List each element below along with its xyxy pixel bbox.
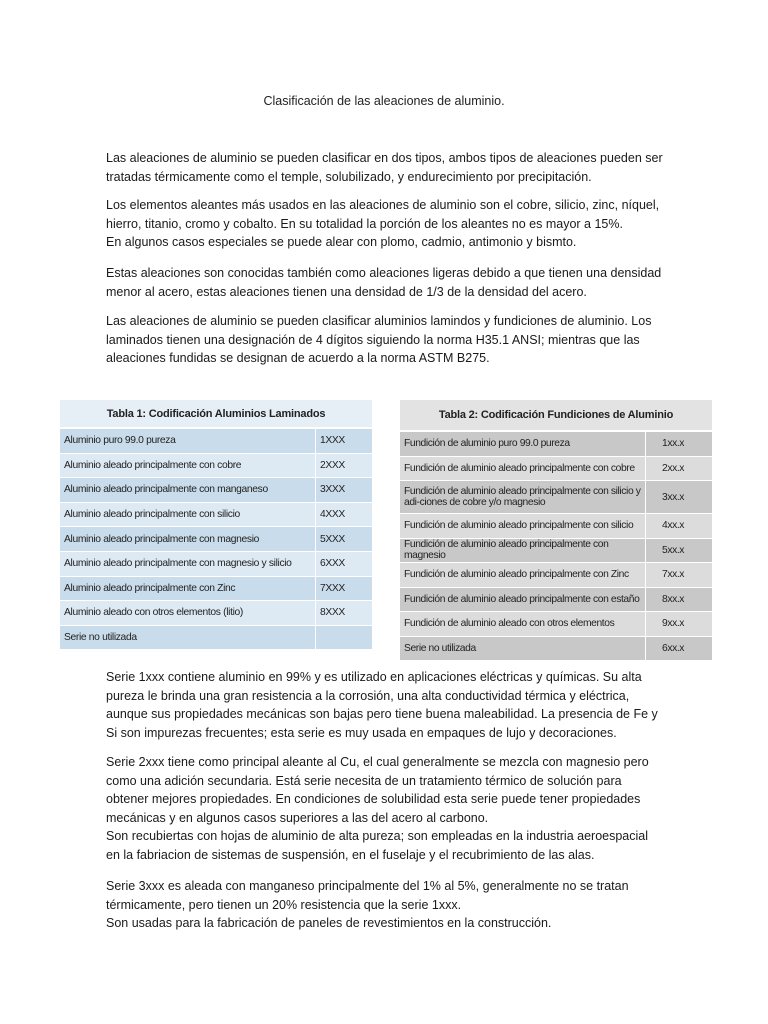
paragraph-alloying-elements [106, 196, 676, 252]
alloy-code: 3XXX [315, 478, 372, 503]
text-line: laminados tienen una designación de 4 dígitos siguiendo la norma H35.1 ANSI; mientras que las [106, 332, 640, 347]
text-line: Serie 3xxx es aleada con manganeso principalmente del 1% al 5%, generalmente no se tratan [106, 879, 629, 893]
alloy-description: Fundición de aluminio aleado principalmente con cobre [400, 457, 645, 482]
table-row [400, 457, 712, 482]
alloy-description: Aluminio aleado principalmente con manganeso [60, 478, 315, 503]
alloy-description: Serie no utilizada [400, 637, 645, 662]
alloy-code: 5XXX [315, 527, 372, 552]
alloy-description: Serie no utilizada [60, 626, 315, 651]
text-line: Las aleaciones de aluminio se pueden clasificar en dos tipos, ambos tipos de aleaciones pueden ser [106, 151, 663, 165]
table-title: Tabla 2: Codificación Fundiciones de Aluminio [400, 400, 712, 432]
table-row [400, 539, 712, 564]
alloy-code: 8XXX [315, 601, 372, 626]
alloy-code: 6XXX [315, 552, 372, 577]
alloy-description: Aluminio aleado principalmente con silicio [60, 503, 315, 528]
alloy-description: Fundición de aluminio aleado principalmente con estaño [400, 588, 645, 613]
text-line: térmicamente, pero tienen un 20% resistencia que la serie 1xxx. [106, 897, 462, 912]
alloy-code: 3xx.x [645, 481, 712, 514]
text-line: mecánicas y en algunos casos superiores a las del acero al carbono. [106, 810, 489, 825]
text-line: menor al acero, estas aleaciones tienen una densidad de 1/3 de la densidad del acero. [106, 284, 587, 299]
text-line: aleaciones fundidas se designan de acuerdo a la norma ASTM B275. [106, 351, 490, 365]
table-row [60, 478, 372, 503]
text-line: En algunos casos especiales se puede alear con plomo, cadmio, antimonio y bismto. [106, 235, 577, 249]
paragraph-intro-types [106, 149, 676, 186]
text-line: como una adición secundaria. Está serie necesita de un tratamiento térmico de solución para [106, 773, 622, 788]
alloy-code: 8xx.x [645, 588, 712, 613]
table-wrought-aluminum-codes [60, 400, 372, 650]
table-row [60, 577, 372, 602]
text-line: hierro, titanio, cromo y cobalto. En su totalidad la porción de los aleantes no es mayor a 15%. [106, 216, 623, 231]
alloy-code: 4XXX [315, 503, 372, 528]
alloy-description: Aluminio aleado principalmente con magnesio y silicio [60, 552, 315, 577]
alloy-code: 9xx.x [645, 612, 712, 637]
page-title: Clasificación de las aleaciones de aluminio. [263, 94, 505, 108]
table-row [60, 626, 372, 651]
text-line: Son recubiertas con hojas de aluminio de alta pureza; son empleadas en la industria aeroespacial [106, 829, 649, 843]
text-line: tratadas térmicamente como el temple, solubilizado, y endurecimiento por precipitación. [106, 169, 592, 184]
text-line: Si son impurezas frecuentes; esta serie es muy usada en empaques de lujo y decoraciones. [106, 725, 617, 740]
alloy-description: Aluminio aleado con otros elementos (litio) [60, 601, 315, 626]
table-row [60, 601, 372, 626]
text-line: obtener mejores propiedades. En condiciones de solubilidad esta serie puede tener propiedades [106, 792, 641, 806]
alloy-code: 1XXX [315, 429, 372, 454]
alloy-description: Fundición de aluminio aleado principalmente con magnesio [400, 539, 645, 564]
text-line: en la fabriacion de sistemas de suspensión, en el fuselaje y el recubrimiento de las alas. [106, 847, 595, 862]
text-line: Serie 2xxx tiene como principal aleante al Cu, el cual generalmente se mezcla con magnesio pero [106, 755, 649, 769]
alloy-code [315, 626, 372, 651]
table-header-row [60, 400, 372, 429]
alloy-description: Fundición de aluminio aleado con otros elementos [400, 612, 645, 637]
alloy-code: 7xx.x [645, 563, 712, 588]
alloy-code: 2XXX [315, 454, 372, 479]
alloy-code: 7XXX [315, 577, 372, 602]
table-row [400, 563, 712, 588]
table-row [400, 612, 712, 637]
paragraph-serie-2xxx [106, 753, 676, 864]
alloy-code: 1xx.x [645, 432, 712, 457]
paragraph-serie-3xxx [106, 877, 676, 933]
table-title: Tabla 1: Codificación Aluminios Laminados [60, 400, 372, 429]
paragraph-classification-standards [106, 312, 676, 368]
table-row [60, 552, 372, 577]
alloy-code: 5xx.x [645, 539, 712, 564]
text-line: Los elementos aleantes más usados en las aleaciones de aluminio son el cobre, silicio, zinc, níquel, [106, 198, 660, 212]
table-row [400, 514, 712, 539]
text-line: aunque sus propiedades mecánicas son bajas pero tiene buena maleabilidad. La presencia de Fe y [106, 707, 658, 721]
table-row [400, 637, 712, 662]
table-row [60, 454, 372, 479]
alloy-description: Fundición de aluminio aleado principalmente con Zinc [400, 563, 645, 588]
alloy-description: Aluminio aleado principalmente con cobre [60, 454, 315, 479]
text-line: Son usadas para la fabricación de paneles de revestimientos en la construcción. [106, 916, 552, 930]
text-line: Serie 1xxx contiene aluminio en 99% y es utilizado en aplicaciones eléctricas y químicas. Su alta [106, 670, 642, 684]
table-cast-aluminum-codes [400, 400, 712, 661]
alloy-code: 2xx.x [645, 457, 712, 482]
paragraph-serie-1xxx [106, 668, 676, 742]
table-row [400, 481, 712, 514]
alloy-description: Fundición de aluminio aleado principalmente con silicio y adi-ciones de cobre y/o magnesio [400, 481, 645, 514]
alloy-description: Aluminio aleado principalmente con magnesio [60, 527, 315, 552]
text-line: Las aleaciones de aluminio se pueden clasificar aluminios lamindos y fundiciones de aluminio. Los [106, 314, 652, 328]
table-row [60, 429, 372, 454]
table-row [400, 588, 712, 613]
alloy-code: 4xx.x [645, 514, 712, 539]
alloy-code: 6xx.x [645, 637, 712, 662]
alloy-description: Aluminio aleado principalmente con Zinc [60, 577, 315, 602]
alloy-description: Fundición de aluminio aleado principalmente con silicio [400, 514, 645, 539]
table-row [60, 503, 372, 528]
table-header-row [400, 400, 712, 432]
table-row [400, 432, 712, 457]
table-row [60, 527, 372, 552]
alloy-description: Aluminio puro 99.0 pureza [60, 429, 315, 454]
text-line: pureza le brinda una gran resistencia a la corrosión, una alta conductividad térmica y eléctrica, [106, 688, 630, 703]
alloy-description: Fundición de aluminio puro 99.0 pureza [400, 432, 645, 457]
paragraph-light-alloys [106, 264, 676, 301]
text-line: Estas aleaciones son conocidas también como aleaciones ligeras debido a que tienen una densidad [106, 266, 662, 280]
